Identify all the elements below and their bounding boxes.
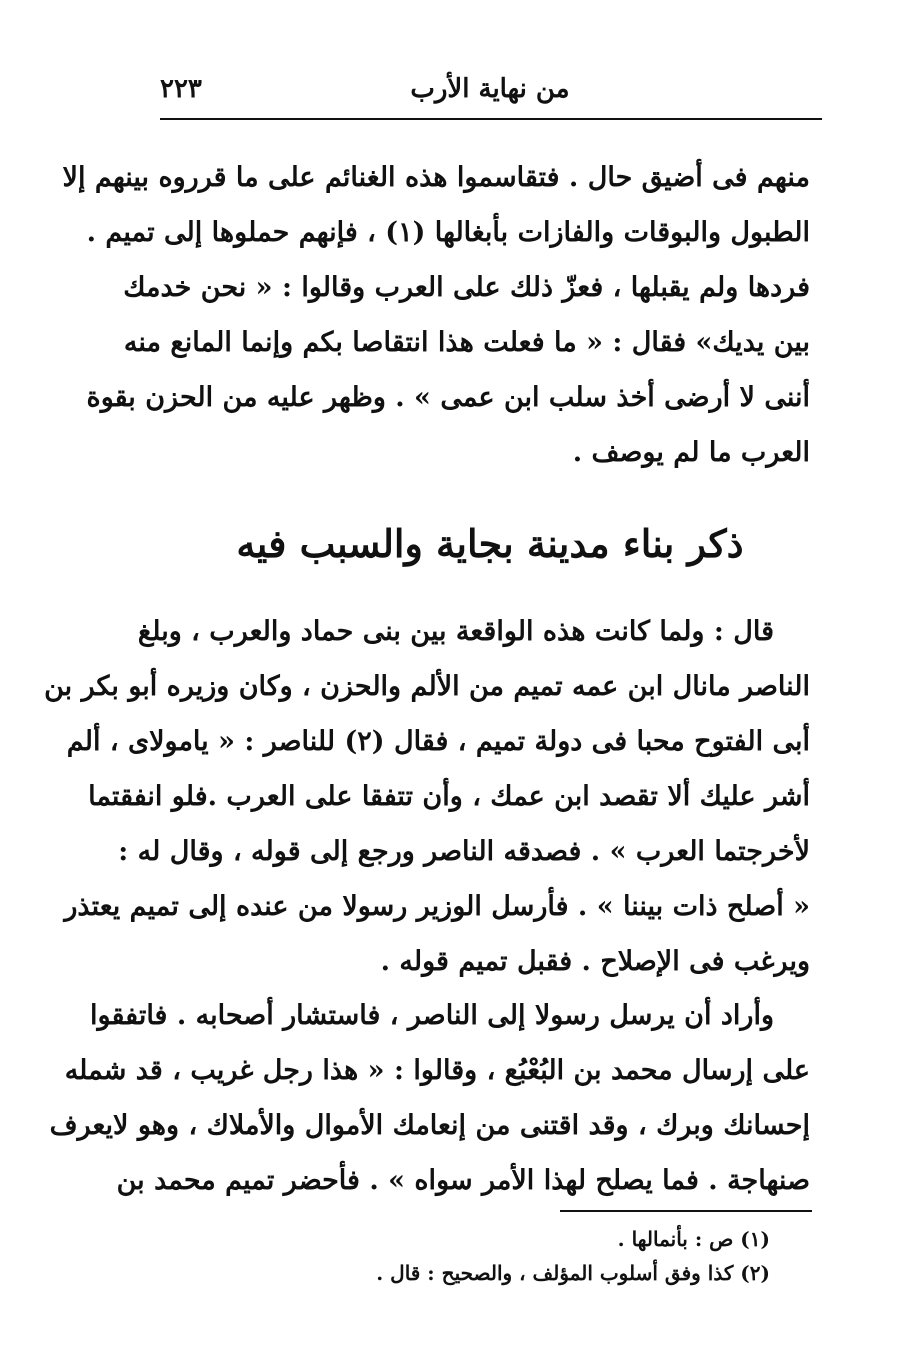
text-line: العرب ما لم يوصف . (572, 437, 810, 468)
text-line: فردها ولم يقبلها ، فعزّ ذلك على العرب وقالوا : « نحن خدمك (123, 272, 810, 303)
text-line: أشر عليك ألا تقصد ابن عمك ، وأن تتفقا على العرب .فلو انفقتما (88, 781, 810, 812)
footnote-rule (560, 1210, 812, 1212)
text-line: بين يديك» فقال : « ما فعلت هذا انتقاصا بكم وإنما المانع منه (123, 327, 810, 358)
text-line: « أصلح ذات بيننا » . فأرسل الوزير رسولا من عنده إلى تميم يعتذر (64, 891, 810, 922)
paragraph-2 (44, 604, 810, 989)
page-number: ٢٢٣ (160, 74, 202, 104)
paragraph-1 (62, 150, 810, 480)
paragraph-3 (49, 988, 810, 1208)
text-line: قال : ولما كانت هذه الواقعة بين بنى حماد والعرب ، وبلغ (137, 616, 774, 647)
page-header (160, 72, 820, 112)
footnotes (300, 1222, 770, 1290)
text-line: وأراد أن يرسل رسولا إلى الناصر ، فاستشار أصحابه . فاتفقوا (90, 1000, 774, 1031)
running-title: من نهاية الأرب (410, 74, 570, 104)
text-line: صنهاجة . فما يصلح لهذا الأمر سواه » . فأحضر تميم محمد بن (116, 1165, 810, 1196)
text-line: منهم فى أضيق حال . فتقاسموا هذه الغنائم على ما قرروه بينهم إلا (62, 162, 810, 193)
text-line: على إرسال محمد بن البُعْبُع ، وقالوا : « هذا رجل غريب ، قد شمله (64, 1055, 810, 1086)
text-line: إحسانك وبرك ، وقد اقتنى من إنعامك الأموال والأملاك ، وهو لايعرف (49, 1110, 810, 1141)
text-line: لأخرجتما العرب » . فصدقه الناصر ورجع إلى قوله ، وقال له : (118, 836, 810, 867)
text-line: أبى الفتوح محبا فى دولة تميم ، فقال (٢) للناصر : « يامولاى ، ألم (66, 726, 810, 757)
text-line: أننى لا أرضى أخذ سلب ابن عمى » . وظهر عليه من الحزن بقوة (86, 382, 810, 413)
section-heading: ذكر بناء مدينة بجاية والسبب فيه (236, 521, 744, 566)
text-line: الطبول والبوقات والفازات بأبغالها (١) ، فإنهم حملوها إلى تميم . (86, 217, 810, 248)
header-rule (160, 118, 822, 120)
footnote-2: (٢) كذا وفق أسلوب المؤلف ، والصحيح : قال . (376, 1261, 770, 1285)
text-line: الناصر مانال ابن عمه تميم من الألم والحزن ، وكان وزيره أبو بكر بن (44, 671, 810, 702)
footnote-1: (١) ص : بأنمالها . (617, 1227, 770, 1251)
text-line: ويرغب فى الإصلاح . فقبل تميم قوله . (380, 946, 810, 977)
